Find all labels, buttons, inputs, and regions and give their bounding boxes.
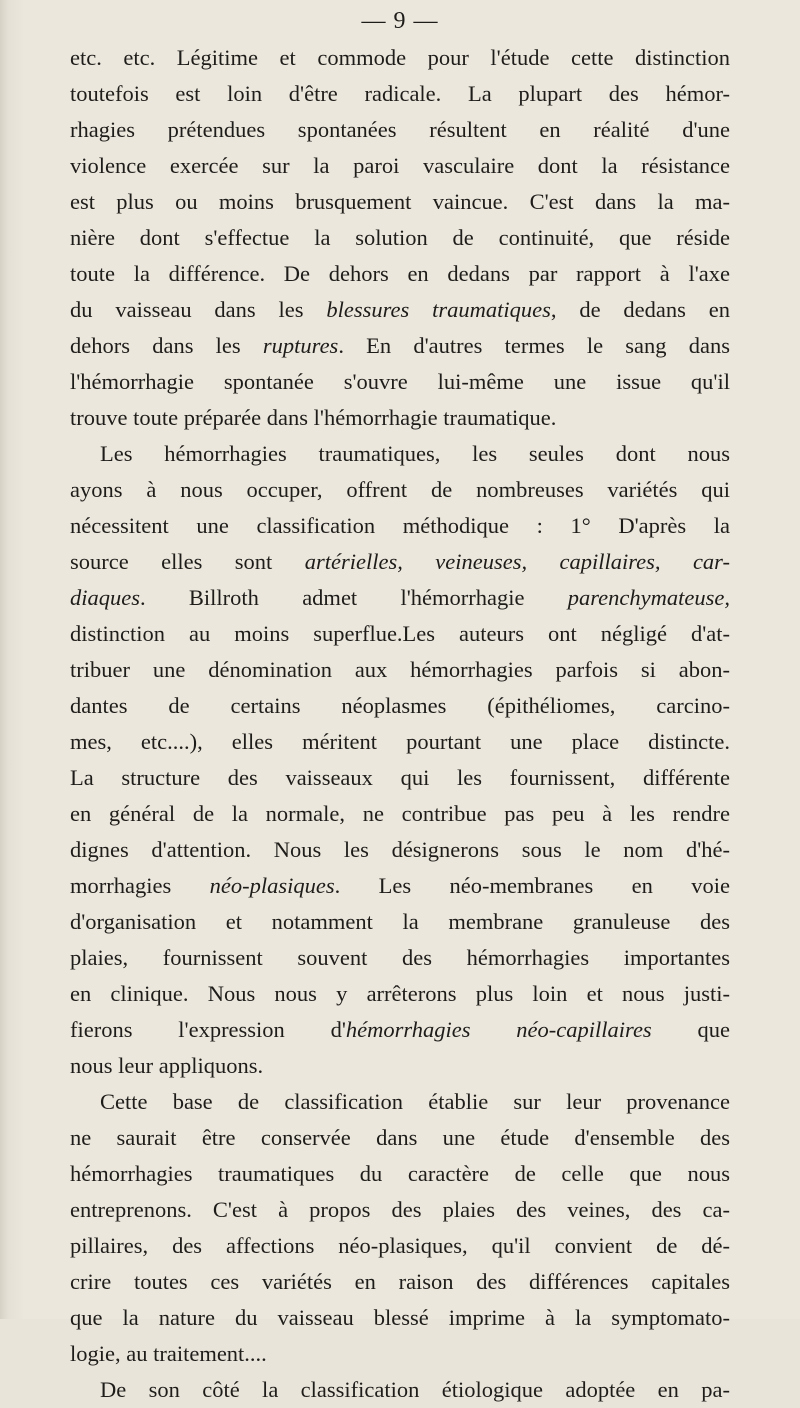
text-run: ayons à nous occuper, offrent de nombreuses variétés qui — [70, 477, 730, 502]
text-line — [70, 1048, 730, 1084]
text-run: nécessitent une classification méthodique : 1° D'après la — [70, 513, 730, 538]
text-run: hémorrhagies traumatiques du caractère de celle que nous — [70, 1161, 730, 1186]
text-run: entreprenons. C'est à propos des plaies des veines, des ca- — [70, 1197, 730, 1222]
text-line — [70, 1012, 730, 1048]
text-line — [70, 868, 730, 904]
text-line — [70, 1192, 730, 1228]
text-line — [70, 1084, 730, 1120]
text-line — [70, 148, 730, 184]
text-run: tribuer une dénomination aux hémorrhagies parfois si abon- — [70, 657, 730, 682]
italic-text: hémorrhagies néo-capillaires — [345, 1017, 652, 1042]
text-line — [70, 112, 730, 148]
text-line — [70, 292, 730, 328]
text-line — [70, 76, 730, 112]
text-run: pillaires, des affections néo-plasiques, qu'il convient de dé- — [70, 1233, 730, 1258]
text-run: morrhagies — [70, 873, 210, 898]
text-line — [70, 1336, 730, 1372]
text-line — [70, 688, 730, 724]
body-text — [70, 40, 730, 1408]
text-run: . Les néo-membranes en voie — [334, 873, 730, 898]
text-line — [70, 1264, 730, 1300]
text-run: , de dedans en — [550, 297, 730, 322]
text-line — [70, 904, 730, 940]
text-run: distinction au moins superflue.Les auteurs ont négligé d'at- — [70, 621, 730, 646]
text-run: fierons l'expression d' — [70, 1017, 346, 1042]
text-run: violence exercée sur la paroi vasculaire dont la résistance — [70, 153, 730, 178]
text-run: ne saurait être conservée dans une étude d'ensemble des — [70, 1125, 730, 1150]
text-line — [70, 256, 730, 292]
text-run: plaies, fournissent souvent des hémorrhagies importantes — [70, 945, 730, 970]
text-line — [70, 652, 730, 688]
text-run: etc. etc. Légitime et commode pour l'étude cette distinction — [70, 45, 730, 70]
italic-text: diaques — [70, 585, 140, 610]
text-run: source elles sont — [70, 549, 305, 574]
text-line — [70, 760, 730, 796]
text-run: crire toutes ces variétés en raison des différences capitales — [70, 1269, 730, 1294]
text-run: trouve toute préparée dans l'hémorrhagie traumatique. — [70, 405, 557, 430]
text-run: que la nature du vaisseau blessé imprime à la symptomato- — [70, 1305, 730, 1330]
text-line — [70, 220, 730, 256]
text-run: dehors dans les — [70, 333, 263, 358]
page-number: — 9 — — [361, 8, 439, 34]
text-run: du vaisseau dans les — [70, 297, 327, 322]
text-run: dignes d'attention. Nous les désignerons sous le nom d'hé- — [70, 837, 730, 862]
text-line — [70, 1228, 730, 1264]
text-run: De son côté la classification étiologique adoptée en pa- — [100, 1377, 730, 1402]
text-run: d'organisation et notamment la membrane granuleuse des — [70, 909, 730, 934]
text-run: nous leur appliquons. — [70, 1053, 264, 1078]
text-run: La structure des vaisseaux qui les fournissent, différente — [70, 765, 730, 790]
text-line — [70, 1156, 730, 1192]
text-run: en clinique. Nous nous y arrêterons plus loin et nous justi- — [70, 981, 730, 1006]
text-line — [70, 184, 730, 220]
text-run: Les hémorrhagies traumatiques, les seules dont nous — [100, 441, 730, 466]
text-line — [70, 508, 730, 544]
text-line — [70, 40, 730, 76]
text-run: toute la différence. De dehors en dedans par rapport à l'axe — [70, 261, 730, 286]
text-line — [70, 940, 730, 976]
italic-text: blessures traumatiques — [326, 297, 551, 322]
text-run: en général de la normale, ne contribue pas peu à les rendre — [70, 801, 730, 826]
text-run: toutefois est loin d'être radicale. La plupart des hémor- — [70, 81, 730, 106]
text-line — [70, 328, 730, 364]
text-run: . Billroth admet l'hémorrhagie — [140, 585, 568, 610]
text-line — [70, 400, 730, 436]
italic-text: artérielles, veineuses, capillaires, car- — [304, 549, 730, 574]
text-line — [70, 832, 730, 868]
text-line — [70, 472, 730, 508]
text-line — [70, 724, 730, 760]
text-run: nière dont s'effectue la solution de continuité, que réside — [70, 225, 730, 250]
text-line — [70, 1300, 730, 1336]
text-run: l'hémorrhagie spontanée s'ouvre lui-même une issue qu'il — [70, 369, 730, 394]
text-run: logie, au traitement.... — [70, 1341, 267, 1366]
text-line — [70, 364, 730, 400]
text-run: rhagies prétendues spontanées résultent en réalité d'une — [70, 117, 730, 142]
text-line — [70, 544, 730, 580]
text-line — [70, 436, 730, 472]
text-line — [70, 796, 730, 832]
text-run: Cette base de classification établie sur leur provenance — [100, 1089, 730, 1114]
text-line — [70, 580, 730, 616]
italic-text: parenchymateuse, — [567, 585, 730, 610]
text-run: dantes de certains néoplasmes (épithéliomes, carcino- — [70, 693, 730, 718]
italic-text: néo-plasiques — [209, 873, 335, 898]
text-run: . En d'autres termes le sang dans — [338, 333, 730, 358]
italic-text: ruptures — [262, 333, 339, 358]
text-line — [70, 976, 730, 1012]
text-line — [70, 616, 730, 652]
text-line — [70, 1120, 730, 1156]
text-run: est plus ou moins brusquement vaincue. C'est dans la ma- — [70, 189, 730, 214]
text-line — [70, 1372, 730, 1408]
text-run: mes, etc....), elles méritent pourtant une place distincte. — [70, 729, 730, 754]
text-run: que — [651, 1017, 730, 1042]
